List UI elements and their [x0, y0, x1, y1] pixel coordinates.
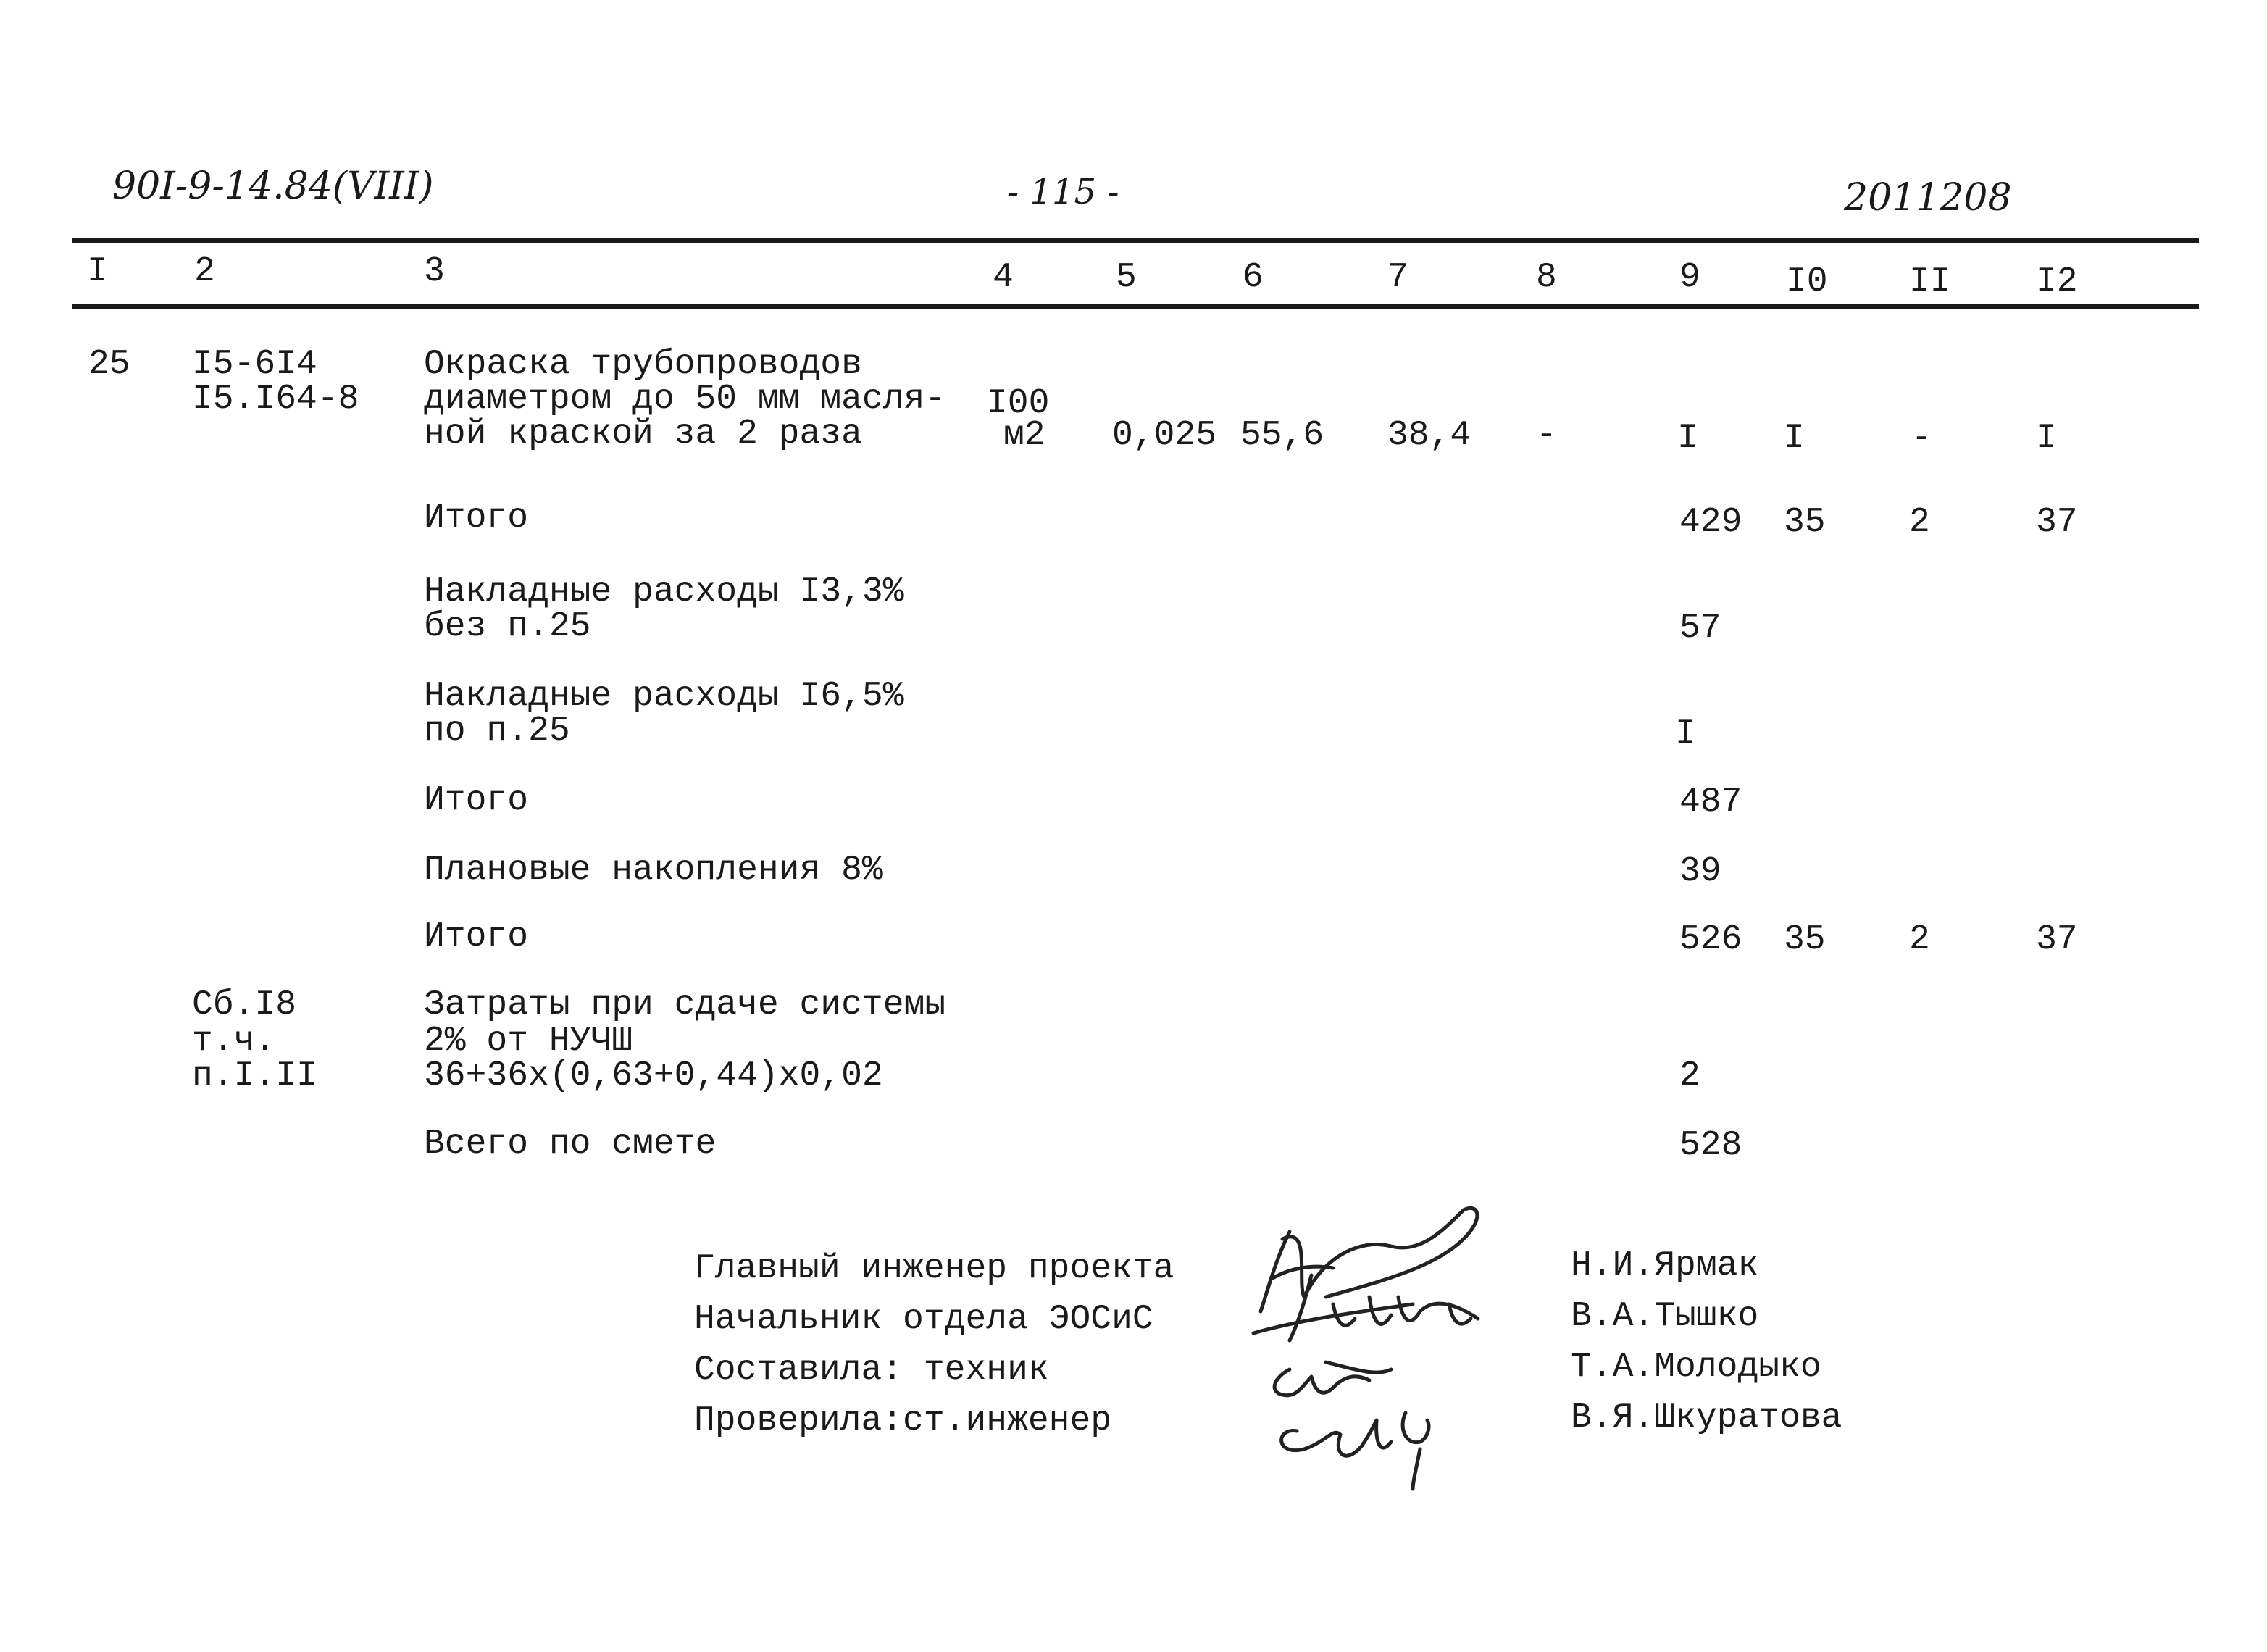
cell-col6: 55,6 — [1240, 416, 1324, 455]
column-header: I0 — [1786, 262, 1828, 301]
column-header: 8 — [1536, 258, 1557, 297]
document-number: 2011208 — [1844, 176, 2012, 220]
item-description: ной краской за 2 раза — [424, 414, 862, 454]
column-header: II — [1909, 262, 1951, 301]
grand-total-label: Всего по смете — [424, 1125, 717, 1164]
cell-quantity: 0,025 — [1112, 416, 1217, 455]
cell-col12: 37 — [2036, 503, 2078, 542]
signature-role: Составила: техник — [694, 1351, 1049, 1390]
cell-col11: - — [1911, 419, 1932, 458]
cell-col9: 487 — [1679, 783, 1742, 822]
cell-col10: 35 — [1784, 920, 1826, 959]
cell-col7: 38,4 — [1387, 416, 1471, 455]
signature-name: В.А.Тышко — [1571, 1297, 1759, 1336]
cell-col9: 429 — [1679, 503, 1742, 542]
overhead-label: Накладные расходы I3,3% — [424, 572, 904, 612]
cell-col8: - — [1536, 416, 1557, 455]
cell-col9: I — [1677, 419, 1698, 458]
grand-total-value: 528 — [1679, 1126, 1742, 1165]
total-label: Итого — [424, 917, 529, 956]
cell-col9: 2 — [1679, 1056, 1700, 1096]
item-unit: I00 — [987, 384, 1050, 423]
column-header: 6 — [1243, 258, 1264, 297]
item-code: I5-6I4 — [192, 345, 317, 384]
overhead-label: по п.25 — [424, 712, 570, 751]
item-code: I5.I64-8 — [192, 380, 359, 419]
column-header: 4 — [993, 258, 1014, 297]
cell-col12: 37 — [2036, 920, 2078, 959]
item-code: т.ч. — [192, 1022, 276, 1061]
column-header: I2 — [2036, 262, 2078, 301]
item-description: Окраска трубопроводов — [424, 345, 862, 384]
item-description: диаметром до 50 мм масля- — [424, 380, 946, 419]
item-code: Сб.I8 — [192, 985, 297, 1025]
column-header: I — [87, 252, 108, 291]
signature-name: В.Я.Шкуратова — [1571, 1398, 1842, 1438]
overhead-label: без п.25 — [424, 607, 591, 646]
handwritten-signatures — [1246, 1196, 1536, 1493]
overhead-label: Накладные расходы I6,5% — [424, 677, 904, 716]
table-header-rule — [72, 304, 2199, 309]
total-label: Итого — [424, 498, 529, 538]
cell-col9: 39 — [1679, 852, 1721, 891]
column-header: 2 — [194, 252, 215, 291]
cell-col10: I — [1784, 419, 1805, 458]
signature-molodyko-drawing — [1274, 1362, 1391, 1396]
cell-col10: 35 — [1784, 503, 1826, 542]
signature-name: Т.А.Молодыко — [1571, 1348, 1821, 1387]
signature-shkuratova-drawing — [1282, 1413, 1429, 1489]
signature-role: Главный инженер проекта — [694, 1249, 1174, 1288]
savings-label: Плановые накопления 8% — [424, 851, 883, 890]
column-header: 9 — [1679, 258, 1700, 297]
page-number: - 115 - — [1007, 172, 1119, 212]
cell-col9: I — [1675, 714, 1696, 754]
signature-role: Проверила:ст.инженер — [694, 1401, 1112, 1440]
item-description: 36+36х(0,63+0,44)х0,02 — [424, 1056, 883, 1096]
cell-col11: 2 — [1909, 920, 1930, 959]
item-code: п.I.II — [192, 1056, 317, 1096]
total-label: Итого — [424, 781, 529, 820]
cell-col11: 2 — [1909, 503, 1930, 542]
signature-name: Н.И.Ярмак — [1571, 1246, 1759, 1285]
cell-col9: 57 — [1679, 609, 1721, 648]
cell-col9: 526 — [1679, 920, 1742, 959]
cell-col12: I — [2036, 419, 2057, 458]
column-header: 7 — [1387, 258, 1408, 297]
item-number: 25 — [88, 345, 130, 384]
signature-role: Начальник отдела ЭОСиС — [694, 1300, 1153, 1339]
item-description: 2% от НУЧШ — [424, 1022, 633, 1061]
column-header: 3 — [424, 252, 445, 291]
table-top-rule — [72, 238, 2199, 243]
item-description: Затраты при сдаче системы — [424, 985, 946, 1025]
column-header: 5 — [1116, 258, 1137, 297]
item-unit: м2 — [1003, 416, 1045, 455]
document-code: 90I-9-14.84(VIII) — [112, 164, 434, 208]
